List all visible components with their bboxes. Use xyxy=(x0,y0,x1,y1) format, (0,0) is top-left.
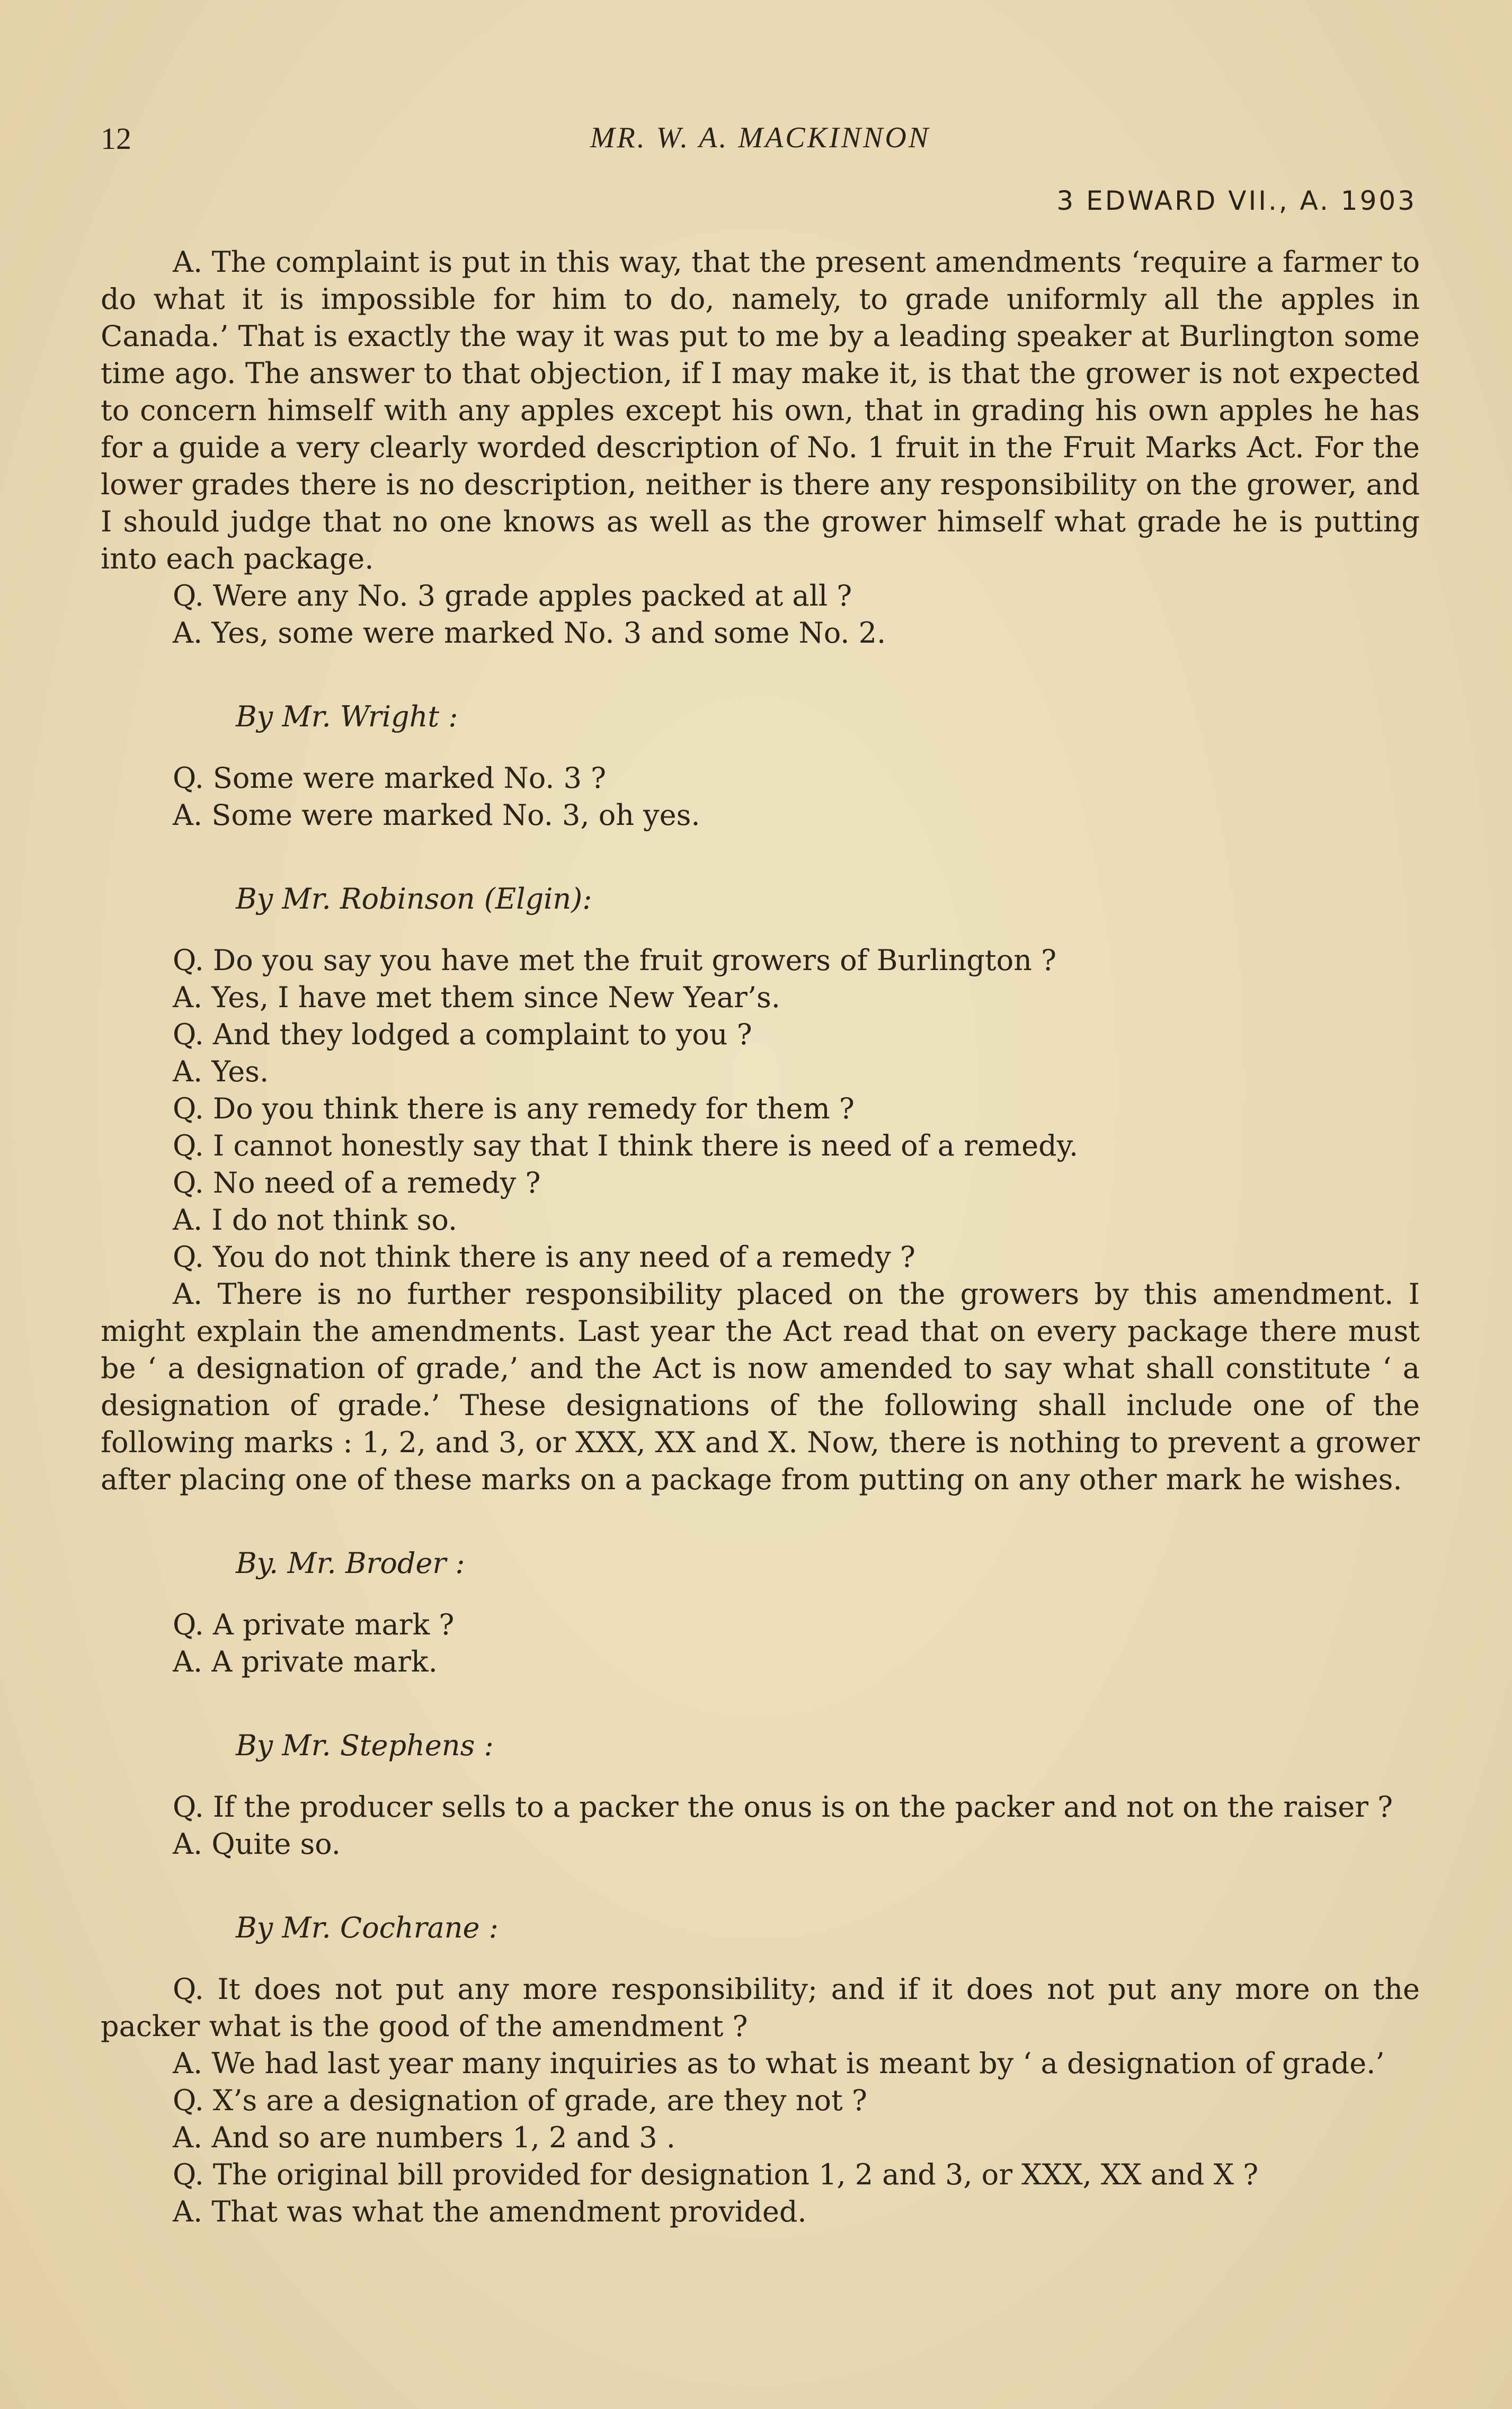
answer-line: A. That was what the amendment provided. xyxy=(173,2195,807,2228)
question-line: Q. X’s are a designation of grade, are they not ? xyxy=(173,2084,867,2117)
answer-line: A. Quite so. xyxy=(173,1827,341,1861)
transcript-body xyxy=(101,244,1420,2230)
question-line: Q. No need of a remedy ? xyxy=(173,1166,541,1199)
question-paragraph: Q. If the producer sells to a packer the onus is on the packer and not on the raiser ? xyxy=(173,1790,1393,1824)
page-number: 12 xyxy=(101,121,131,156)
question-paragraph: Q. It does not put any more responsibility; and if it does not put any more on the packer what is the good of the amendment ? xyxy=(101,1972,1420,2043)
speaker-heading: By Mr. Robinson (Elgin): xyxy=(236,882,592,915)
question-line: Q. Some were marked No. 3 ? xyxy=(173,761,607,795)
answer-line: A. Yes, I have met them since New Year’s. xyxy=(173,981,780,1014)
answer-line: A. Some were marked No. 3, oh yes. xyxy=(173,798,700,832)
question-line: Q. And they lodged a complaint to you ? xyxy=(173,1018,752,1051)
question-line: Q. I cannot honestly say that I think there is need of a remedy. xyxy=(173,1129,1079,1162)
answer-line: A. I do not think so. xyxy=(173,1203,458,1237)
question-line: Q. The original bill provided for designation 1, 2 and 3, or XXX, XX and X ? xyxy=(173,2158,1259,2191)
question-line: Q. Were any No. 3 grade apples packed at all ? xyxy=(173,579,852,612)
question-line: Q. Do you think there is any remedy for them ? xyxy=(173,1092,855,1125)
question-line: Q. Do you say you have met the fruit growers of Burlington ? xyxy=(173,944,1057,977)
session-label: 3 EDWARD VII., A. 1903 xyxy=(1056,185,1417,216)
answer-paragraph: A. The complaint is put in this way, that the present amendments ‘require a farmer to do what it is impossible for him to do, namely, to grade uniformly all the apples in Canada.’ That is exactly the way it was put to me by a leading speaker at Burlington some time ago. The answer to that objection, if I may make it, is that the grower is not expected to concern himself with any apples except his own, that in grading his own apples he has for a guide a very clearly worded description of No. 1 fruit in the Fruit Marks Act. For the lower grades there is no description, neither is there any responsibility on the grower, and I should judge that no one knows as well as the grower himself what grade he is putting into each package. xyxy=(101,245,1420,575)
running-head: MR. W. A. MACKINNON xyxy=(590,121,931,154)
page-header xyxy=(101,121,1420,168)
speaker-heading: By Mr. Stephens : xyxy=(236,1729,494,1762)
answer-line: A. A private mark. xyxy=(173,1645,438,1678)
question-line: Q. A private mark ? xyxy=(173,1608,455,1641)
question-line: Q. You do not think there is any need of a remedy ? xyxy=(173,1240,915,1274)
answer-line: A. Yes, some were marked No. 3 and some No. 2. xyxy=(173,616,886,650)
speaker-heading: By Mr. Wright : xyxy=(236,700,458,733)
answer-paragraph: A. We had last year many inquiries as to what is meant by ‘ a designation of grade.’ xyxy=(173,2047,1385,2080)
answer-line: A. And so are numbers 1, 2 and 3 . xyxy=(173,2121,675,2154)
speaker-heading: By. Mr. Broder : xyxy=(236,1546,465,1580)
answer-paragraph: A. There is no further responsibility placed on the growers by this amendment. I might explain the amendments. Last year the Act read that on every package there must be ‘ a designation of grade,’ and the Act is now amended to say what shall constitute ‘ a designation of grade.’ These designations of the following shall include one of the following marks : 1, 2, and 3, or XXX, XX and X. Now, there is nothing to prevent a grower after placing one of these marks on a package from putting on any other mark he wishes. xyxy=(101,1277,1420,1496)
answer-line: A. Yes. xyxy=(173,1055,269,1088)
speaker-heading: By Mr. Cochrane : xyxy=(236,1911,499,1944)
